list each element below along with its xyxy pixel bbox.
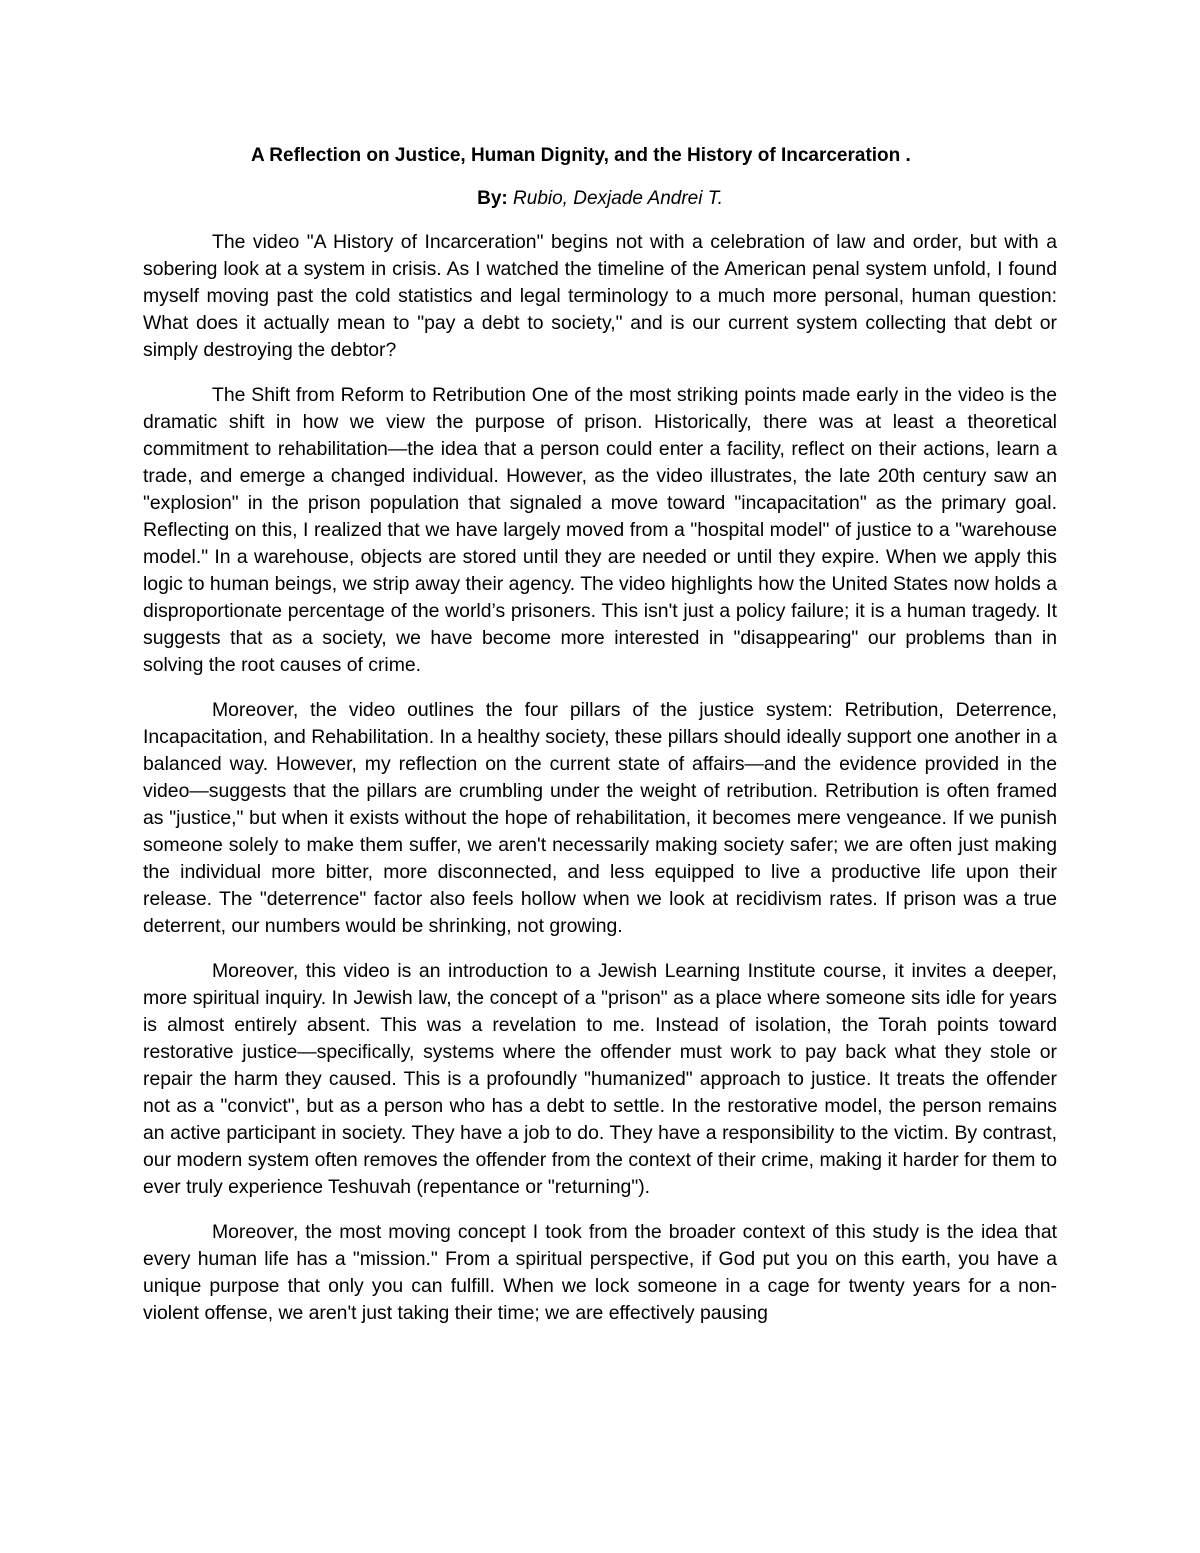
author-name: Rubio, Dexjade Andrei T. [513, 188, 723, 209]
document-body [143, 143, 1057, 1327]
paragraph-jewish-law: Moreover, this video is an introduction to a Jewish Learning Institute course, it invites a deeper, more spiritual inquiry. In Jewish law, the concept of a "prison" as a place where someone sits idle for years is almost entirely absent. This was a revelation to me. Instead of isolation, the Torah points toward restorative justice—specifically, systems where the offender must work to pay back what they stole or repair the harm they caused. This is a profoundly "humanized" approach to justice. It treats the offender not as a "convict", but as a person who has a debt to settle. In the restorative model, the person remains an active participant in society. They have a job to do. They have a responsibility to the victim. By contrast, our modern system often removes the offender from the context of their crime, making it harder for them to ever truly experience Teshuvah (repentance or "returning"). [143, 960, 1057, 1198]
paragraph-human-mission: Moreover, the most moving concept I took from the broader context of this study is the idea that every human life has a "mission." From a spiritual perspective, if God put you on this earth, you have a unique purpose that only you can fulfill. When we lock someone in a cage for twenty years for a non-violent offense, we aren't just taking their time; we are effectively pausing [143, 1221, 1057, 1324]
byline-label: By: [477, 188, 508, 209]
paragraph-reform-to-retribution: The Shift from Reform to Retribution One of the most striking points made early in the video is the dramatic shift in how we view the purpose of prison. Historically, there was at least a theoretical commitment to rehabilitation—the idea that a person could enter a facility, reflect on their actions, learn a trade, and emerge a changed individual. However, as the video illustrates, the late 20th century saw an "explosion" in the prison population that signaled a move toward "incapacitation" as the primary goal. Reflecting on this, I realized that we have largely moved from a "hospital model" of justice to a "warehouse model." In a warehouse, objects are stored until they are needed or until they expire. When we apply this logic to human beings, we strip away their agency. The video highlights how the United States now holds a disproportionate percentage of the world’s prisoners. This isn't just a policy failure; it is a human tragedy. It suggests that as a society, we have become more interested in "disappearing" our problems than in solving the root causes of crime. [143, 384, 1057, 676]
paragraph-intro: The video "A History of Incarceration" begins not with a celebration of law and order, but with a sobering look at a system in crisis. As I watched the timeline of the American penal system unfold, I found myself moving past the cold statistics and legal terminology to a much more personal, human question: What does it actually mean to "pay a debt to society," and is our current system collecting that debt or simply destroying the debtor? [143, 231, 1057, 361]
byline [143, 186, 1057, 212]
document-title: A Reflection on Justice, Human Dignity, and the History of Incarceration . [251, 145, 911, 166]
paragraph-four-pillars: Moreover, the video outlines the four pillars of the justice system: Retribution, Deterrence, Incapacitation, and Rehabilitation. In a healthy society, these pillars should ideally support one another in a balanced way. However, my reflection on the current state of affairs—and the evidence provided in the video—suggests that the pillars are crumbling under the weight of retribution. Retribution is often framed as "justice," but when it exists without the hope of rehabilitation, it becomes mere vengeance. If we punish someone solely to make them suffer, we aren't necessarily making society safer; we are often just making the individual more bitter, more disconnected, and less equipped to live a productive life upon their release. The "deterrence" factor also feels hollow when we look at recidivism rates. If prison was a true deterrent, our numbers would be shrinking, not growing. [143, 699, 1057, 937]
